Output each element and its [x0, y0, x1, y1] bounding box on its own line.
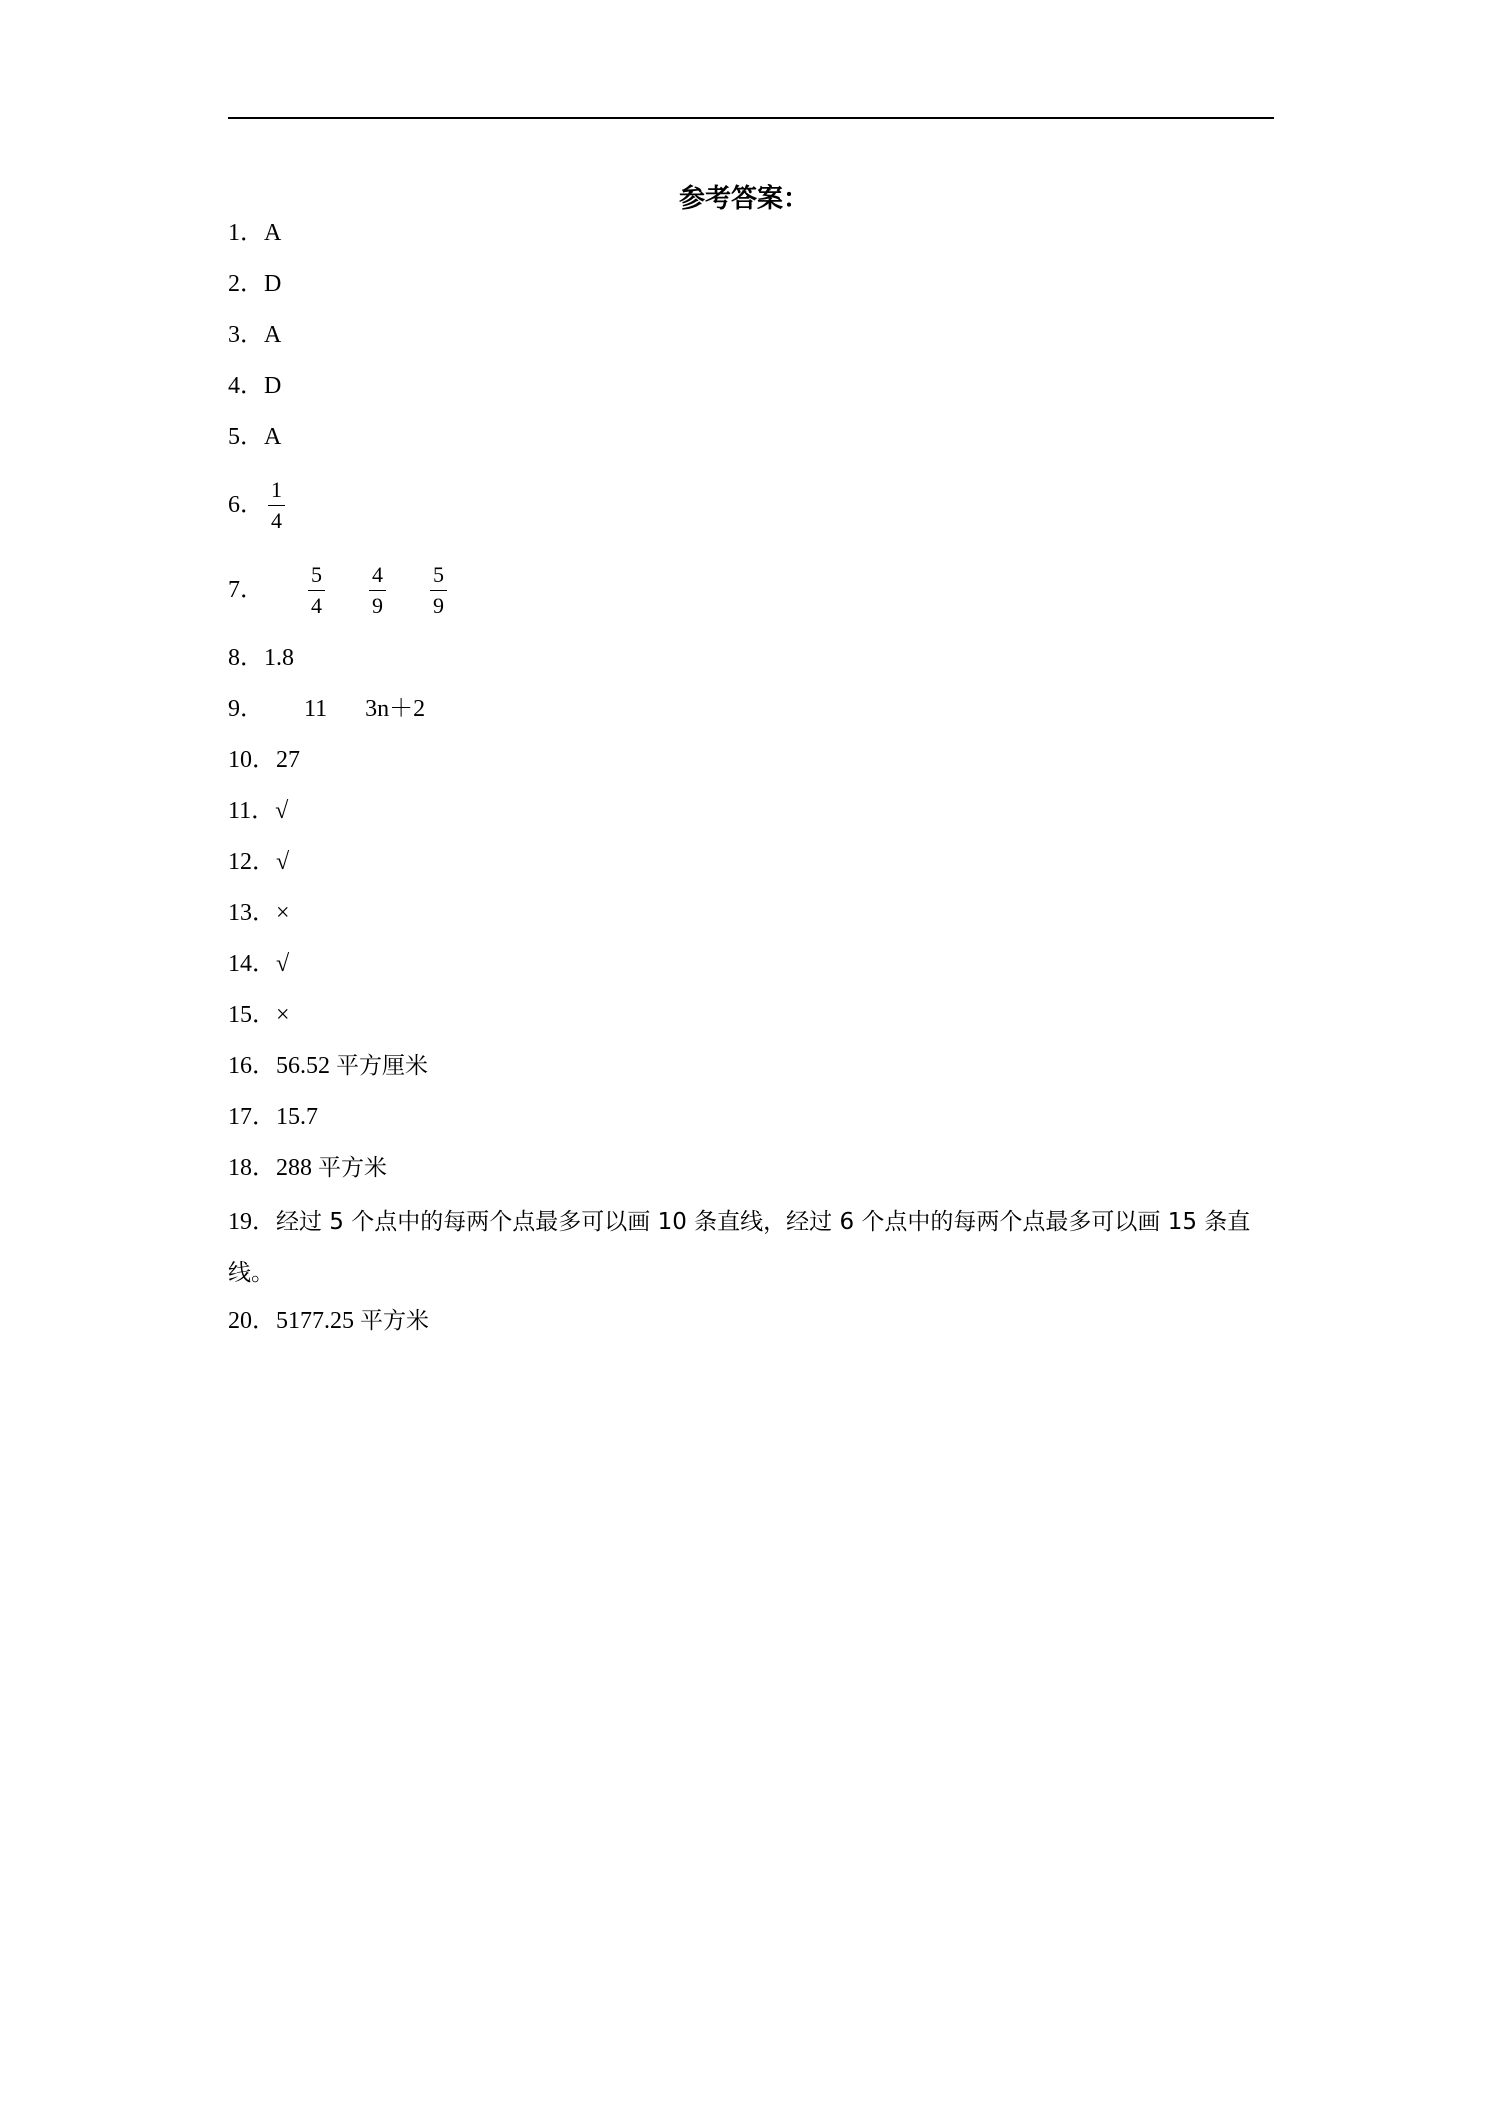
answer-item-19	[228, 1197, 1274, 1299]
header-rule	[228, 117, 1274, 119]
fraction-denominator: 9	[433, 592, 444, 618]
answer-item-9	[228, 693, 425, 725]
answer-item-1	[228, 217, 281, 249]
answer-text: 27	[276, 747, 300, 773]
answer-number: 4．	[228, 373, 264, 399]
answer-number: 12．	[228, 849, 276, 875]
answer-text: 经过 5 个点中的每两个点最多可以画 10 条直线，经过 6 个点中的每两个点最多可以画 15 条直线。	[228, 1209, 1251, 1286]
fraction-numerator: 4	[369, 562, 386, 591]
answer-item-6	[228, 473, 289, 537]
answer-text: 5177.25	[276, 1308, 354, 1334]
answer-text: D	[264, 271, 282, 297]
answer-number: 10．	[228, 747, 276, 773]
answer-item-4	[228, 370, 281, 402]
answer-item-5	[228, 421, 281, 453]
fraction	[369, 562, 386, 619]
fraction	[268, 477, 285, 534]
answer-item-17	[228, 1101, 318, 1133]
answer-item-12	[228, 846, 289, 878]
answer-text: √	[275, 798, 289, 824]
answer-unit: 平方厘米	[336, 1053, 428, 1079]
answer-text: 1.8	[264, 645, 294, 671]
answer-number: 17．	[228, 1104, 276, 1130]
answer-number: 14．	[228, 951, 276, 977]
answer-text: 288	[276, 1155, 312, 1181]
answer-number: 6．	[228, 492, 264, 518]
answer-number: 1．	[228, 220, 264, 246]
answer-number: 11．	[228, 798, 276, 824]
page-title: 参考答案：	[678, 184, 809, 214]
fraction-denominator: 9	[372, 592, 383, 618]
answer-text: D	[264, 373, 282, 399]
answer-text: 15.7	[276, 1104, 318, 1130]
answer-number: 9．	[228, 696, 264, 722]
answer-part: 3n＋2	[365, 696, 426, 722]
answer-number: 16．	[228, 1053, 276, 1079]
answer-number: 15．	[228, 1002, 276, 1028]
fraction	[308, 562, 325, 619]
answer-part: 11	[304, 696, 328, 722]
answer-item-3	[228, 319, 281, 351]
answer-text: √	[276, 951, 290, 977]
answer-text: ×	[276, 1002, 290, 1028]
answer-text: A	[264, 424, 282, 450]
fraction-denominator: 4	[311, 592, 322, 618]
answer-item-20	[228, 1305, 429, 1337]
answer-number: 19．	[228, 1209, 276, 1235]
answer-number: 3．	[228, 322, 264, 348]
answer-item-15	[228, 999, 290, 1031]
answer-unit: 平方米	[360, 1308, 429, 1334]
fraction	[430, 562, 447, 619]
answer-item-14	[228, 948, 289, 980]
fraction-denominator: 4	[271, 507, 282, 533]
answer-item-11	[228, 795, 288, 827]
answer-number: 20．	[228, 1308, 276, 1334]
answer-item-7	[228, 558, 451, 622]
answer-item-16	[228, 1050, 428, 1082]
answer-number: 18．	[228, 1155, 276, 1181]
answer-item-10	[228, 744, 300, 776]
answer-number: 5．	[228, 424, 264, 450]
answer-number: 7．	[228, 577, 264, 603]
answer-item-2	[228, 268, 281, 300]
answer-unit: 平方米	[318, 1155, 387, 1181]
answer-number: 2．	[228, 271, 264, 297]
answer-number: 13．	[228, 900, 276, 926]
fraction-numerator: 1	[268, 477, 285, 506]
answer-item-18	[228, 1152, 387, 1184]
answer-text: √	[276, 849, 290, 875]
answer-item-13	[228, 897, 290, 929]
fraction-numerator: 5	[308, 562, 325, 591]
answer-text: A	[264, 220, 282, 246]
answer-text: A	[264, 322, 282, 348]
answer-text: 56.52	[276, 1053, 330, 1079]
answer-text: ×	[276, 900, 290, 926]
answer-item-8	[228, 642, 294, 674]
answer-number: 8．	[228, 645, 264, 671]
fraction-numerator: 5	[430, 562, 447, 591]
